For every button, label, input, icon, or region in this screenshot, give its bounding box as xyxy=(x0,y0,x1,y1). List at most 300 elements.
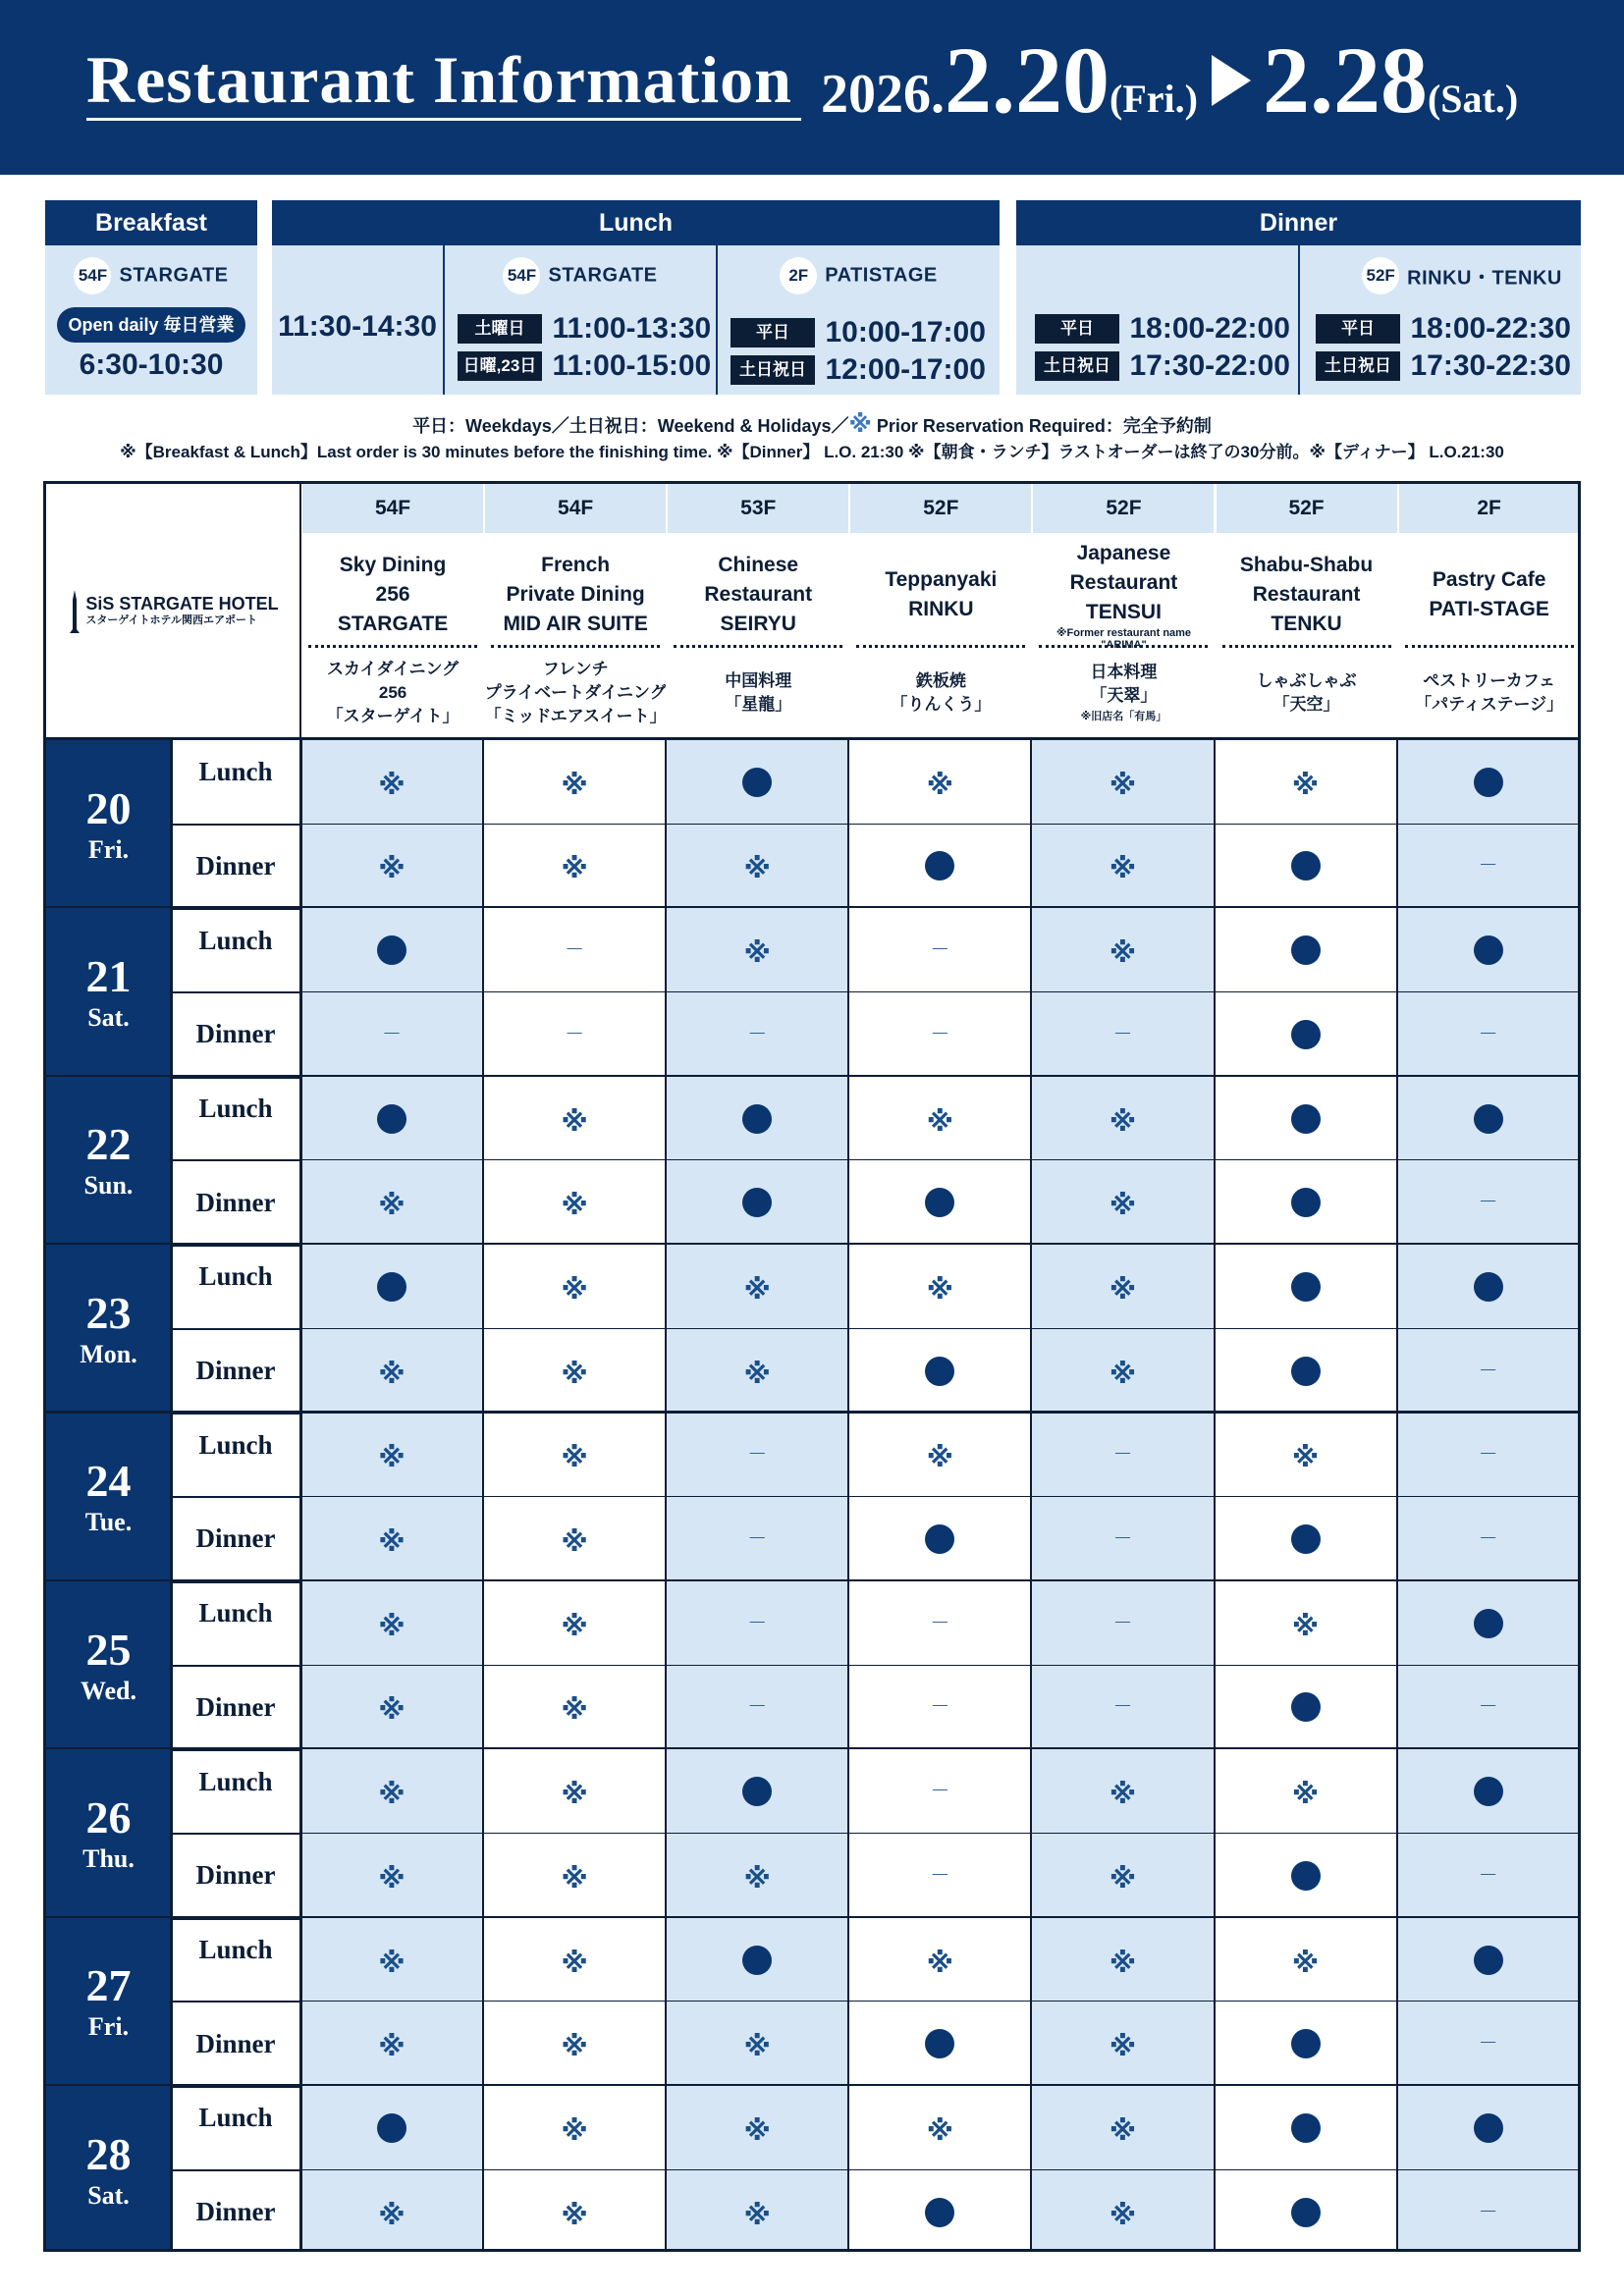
meal-label: Lunch xyxy=(198,1598,273,1629)
open-dot-icon xyxy=(1291,2113,1321,2143)
reservation-icon: ※ xyxy=(1109,937,1137,969)
name-line-ja: 「天空」 xyxy=(1272,695,1340,714)
reservation-icon: ※ xyxy=(926,1947,953,1978)
open-dot-icon xyxy=(1474,1272,1503,1302)
reservation-icon: ※ xyxy=(926,769,953,800)
availability-cell xyxy=(666,740,848,825)
restaurant-name-en xyxy=(668,541,848,649)
availability-cell xyxy=(1397,1414,1580,1498)
availability-cell xyxy=(300,1497,483,1581)
availability-cell xyxy=(1397,740,1580,825)
availability-cell xyxy=(1215,1666,1397,1750)
time-row xyxy=(458,312,711,346)
open-dot-icon xyxy=(925,851,954,881)
open-dot-icon xyxy=(1291,2029,1321,2058)
name-line: TENSUI xyxy=(1085,601,1162,623)
availability-cell xyxy=(666,1749,848,1834)
time-row xyxy=(1316,349,1571,383)
day-number: 25 xyxy=(85,1624,132,1675)
availability-cell xyxy=(1397,1581,1580,1666)
reservation-icon: ※ xyxy=(378,853,406,884)
name-line-ja: しゃぶしゃぶ xyxy=(1256,671,1357,690)
open-dot-icon xyxy=(925,1188,954,1217)
reservation-icon: ※ xyxy=(561,1273,588,1305)
availability-cell xyxy=(1031,1581,1214,1666)
availability-cell xyxy=(848,2170,1031,2252)
restaurant-name-ja xyxy=(850,651,1031,735)
legend-tail: Prior Reservation Required：完全予約制 xyxy=(871,416,1212,436)
availability-cell xyxy=(1397,1918,1580,2002)
reservation-icon: ※ xyxy=(378,1358,406,1389)
availability-cell xyxy=(1215,1414,1397,1498)
availability-cell xyxy=(848,740,1031,825)
open-dot-icon xyxy=(1474,2113,1503,2143)
availability-cell xyxy=(1397,1245,1580,1329)
time-row xyxy=(731,353,986,387)
availability-cell xyxy=(483,740,666,825)
availability-cell xyxy=(1031,1245,1214,1329)
availability-cell xyxy=(300,2086,483,2170)
name-line: Private Dining xyxy=(506,583,645,606)
availability-cell xyxy=(848,1497,1031,1581)
availability-cell xyxy=(666,1414,848,1498)
name-line-ja: 鉄板焼 xyxy=(915,671,966,690)
dotted-divider xyxy=(1222,645,1391,648)
reservation-icon: ※ xyxy=(743,2114,771,2146)
day-cell xyxy=(46,1414,171,1581)
availability-cell xyxy=(848,2086,1031,2170)
meal-label: Dinner xyxy=(195,1356,276,1386)
time-row xyxy=(1035,349,1290,383)
availability-cell xyxy=(300,740,483,825)
day-of-week: Fri. xyxy=(87,834,130,864)
open-dot-icon xyxy=(377,935,406,965)
availability-cell xyxy=(483,1329,666,1414)
availability-cell xyxy=(1397,1160,1580,1245)
closed-dash: － xyxy=(1478,1444,1498,1467)
meal-label: Lunch xyxy=(198,757,273,787)
meal-label: Dinner xyxy=(195,2028,276,2058)
tower-icon xyxy=(68,590,78,631)
time-row xyxy=(458,349,711,383)
availability-cell xyxy=(1215,740,1397,825)
name-line-ja: 中国料理 xyxy=(725,671,792,690)
floor-badge: 52F xyxy=(1362,257,1399,294)
last-order-note: ※【Breakfast & Lunch】Last order is 30 minutes before the finishing time. ※【Dinner】 L.O. 21:30 ※【朝食・ランチ】ラストオーダーは終了の30分前。※【ディナー】 L.O.21:30 xyxy=(120,443,1504,461)
availability-cell xyxy=(666,992,848,1077)
reservation-icon: ※ xyxy=(1109,1358,1137,1389)
availability-cell xyxy=(666,1666,848,1750)
restaurant-floor: 52F xyxy=(1217,484,1397,533)
availability-cell xyxy=(483,1077,666,1161)
restaurant-floor: 54F xyxy=(302,484,483,533)
reservation-icon: ※ xyxy=(378,769,406,800)
reservation-icon: ※ xyxy=(743,1358,771,1389)
reservation-icon: ※ xyxy=(561,769,588,800)
day-cell xyxy=(46,740,171,908)
open-dot-icon xyxy=(742,1777,772,1806)
availability-cell xyxy=(300,2002,483,2086)
closed-dash: － xyxy=(1478,1023,1498,1045)
name-line-ja: 日本料理 xyxy=(1090,663,1158,681)
open-dot-icon xyxy=(377,1272,406,1302)
availability-cell xyxy=(666,825,848,909)
availability-cell xyxy=(848,1749,1031,1834)
page-title: Restaurant Information xyxy=(86,42,792,117)
open-dot-icon xyxy=(925,1524,954,1554)
restaurant-name-ja xyxy=(1399,651,1580,735)
column-rule xyxy=(482,740,484,2249)
availability-cell xyxy=(848,1666,1031,1750)
name-line-ja: 「りんくう」 xyxy=(891,695,992,714)
restaurant-header xyxy=(848,484,1031,737)
day-tag: 土日祝日 xyxy=(1316,351,1400,381)
lunch-general-time-row xyxy=(272,310,443,344)
availability-cell xyxy=(1215,992,1397,1077)
name-line: Restaurant xyxy=(1252,583,1361,606)
restaurant-header xyxy=(666,484,848,737)
availability-cell xyxy=(1215,1918,1397,2002)
closed-dash: － xyxy=(747,1696,768,1719)
day-number: 24 xyxy=(85,1456,132,1507)
reservation-icon: ※ xyxy=(561,1358,588,1389)
closed-dash: － xyxy=(1112,1527,1133,1550)
closed-dash: － xyxy=(1112,1612,1133,1634)
availability-cell xyxy=(848,1414,1031,1498)
reservation-icon: ※ xyxy=(1291,1442,1320,1473)
closed-dash: － xyxy=(747,1527,768,1550)
lunch-venue-patistage xyxy=(718,257,1000,294)
hotel-name: SiS STARGATE HOTEL xyxy=(85,594,279,614)
open-dot-icon xyxy=(1291,935,1321,965)
date-end-dow: (Sat.) xyxy=(1427,77,1519,121)
availability-cell xyxy=(1031,1414,1214,1498)
closed-dash: － xyxy=(1478,1360,1498,1382)
availability-cell xyxy=(483,1160,666,1245)
availability-cell xyxy=(666,2086,848,2170)
availability-cell xyxy=(1215,1329,1397,1414)
reservation-icon: ※ xyxy=(561,1105,588,1137)
availability-cell xyxy=(1031,1918,1214,2002)
availability-cell xyxy=(1215,908,1397,992)
day-number: 26 xyxy=(85,1791,132,1842)
open-dot-icon xyxy=(1474,768,1503,797)
column-rule xyxy=(1396,740,1398,2249)
dinner-heading: Dinner xyxy=(1016,200,1581,245)
floor-badge: 54F xyxy=(74,257,111,294)
reservation-icon: ※ xyxy=(378,2199,406,2230)
day-number: 23 xyxy=(85,1287,132,1338)
availability-cell xyxy=(1397,2002,1580,2086)
name-line: SEIRYU xyxy=(720,613,796,635)
availability-cell xyxy=(300,1160,483,1245)
closed-dash: － xyxy=(930,1781,950,1803)
day-of-week: Sat. xyxy=(87,1002,130,1032)
name-line: Chinese xyxy=(718,554,799,576)
closed-dash: － xyxy=(565,1023,585,1045)
time-row xyxy=(1035,312,1290,346)
date-start: 2.20 xyxy=(945,27,1110,133)
availability-cell xyxy=(1397,1077,1580,1161)
availability-cell xyxy=(1031,2170,1214,2252)
availability-cell xyxy=(1215,2002,1397,2086)
restaurant-name-en xyxy=(302,541,483,649)
day-of-week: Tue. xyxy=(84,1508,133,1537)
restaurant-name-ja xyxy=(302,651,483,735)
closed-dash: － xyxy=(930,1612,950,1634)
reservation-icon: ※ xyxy=(561,1190,588,1221)
closed-dash: － xyxy=(1112,1023,1133,1045)
availability-cell xyxy=(1215,1749,1397,1834)
availability-cell xyxy=(300,1834,483,1918)
availability-cell xyxy=(848,2002,1031,2086)
availability-cell xyxy=(1215,1581,1397,1666)
availability-cell xyxy=(483,2086,666,2170)
lunch-general-time: 11:30-14:30 xyxy=(278,310,437,343)
availability-cell xyxy=(300,1581,483,1666)
title-underline xyxy=(86,118,801,121)
closed-dash: － xyxy=(1478,1192,1498,1214)
availability-cell xyxy=(848,992,1031,1077)
name-line: MID AIR SUITE xyxy=(503,613,648,635)
availability-cell xyxy=(483,992,666,1077)
meal-label: Dinner xyxy=(195,1523,276,1554)
open-dot-icon xyxy=(1291,1020,1321,1049)
availability-cell xyxy=(1031,740,1214,825)
availability-cell xyxy=(483,1749,666,1834)
day-cell xyxy=(46,1749,171,1917)
closed-dash: － xyxy=(930,1023,950,1045)
reservation-icon: ※ xyxy=(1291,1947,1320,1978)
name-line-ja: スカイダイニング xyxy=(326,660,460,678)
meal-label: Dinner xyxy=(195,1019,276,1049)
day-tag: 平日 xyxy=(1316,314,1400,344)
restaurant-name-en xyxy=(850,541,1031,649)
former-name-note: "ARIMA" xyxy=(1101,639,1147,651)
day-number: 27 xyxy=(85,1960,132,2011)
availability-cell xyxy=(1215,1077,1397,1161)
day-cell xyxy=(46,1918,171,2086)
reservation-icon: ※ xyxy=(561,1779,588,1810)
name-line-ja: 256 xyxy=(378,683,407,702)
day-of-week: Mon. xyxy=(80,1339,137,1368)
floor-badge: 54F xyxy=(503,257,540,294)
availability-cell xyxy=(1031,1834,1214,1918)
meal-label: Lunch xyxy=(198,1094,273,1124)
name-line: PATI-STAGE xyxy=(1429,598,1549,620)
reservation-icon: ※ xyxy=(378,1694,406,1726)
column-rule xyxy=(665,740,667,2249)
availability-cell xyxy=(666,1077,848,1161)
day-cell xyxy=(46,908,171,1076)
closed-dash: － xyxy=(1478,1696,1498,1719)
availability-cell xyxy=(1031,1666,1214,1750)
restaurant-floor: 53F xyxy=(668,484,848,533)
legend-note xyxy=(0,410,1624,439)
availability-cell xyxy=(1397,1834,1580,1918)
availability-cell xyxy=(1031,1329,1214,1414)
time-row xyxy=(731,316,986,349)
reservation-icon: ※ xyxy=(743,2199,771,2230)
day-number: 21 xyxy=(85,950,132,1001)
reservation-icon: ※ xyxy=(926,2114,953,2146)
open-dot-icon xyxy=(925,2029,954,2058)
availability-cell xyxy=(1031,1497,1214,1581)
legend-text: 平日：Weekdays／土日祝日：Weekend & Holidays／ xyxy=(412,416,849,436)
availability-cell xyxy=(666,2002,848,2086)
reservation-icon: ※ xyxy=(926,1442,953,1473)
reservation-icon: ※ xyxy=(378,1442,406,1473)
time-range: 11:00-13:30 xyxy=(552,312,712,345)
availability-cell xyxy=(666,1581,848,1666)
page-header xyxy=(0,0,1624,175)
open-dot-icon xyxy=(1291,1272,1321,1302)
reservation-icon: ※ xyxy=(1291,1779,1320,1810)
reservation-icon: ※ xyxy=(1109,1947,1137,1978)
availability-cell xyxy=(300,1414,483,1498)
time-range: 11:00-15:00 xyxy=(552,349,712,382)
availability-cell xyxy=(1031,992,1214,1077)
availability-cell xyxy=(483,1666,666,1750)
closed-dash: － xyxy=(565,939,585,962)
availability-cell xyxy=(1215,825,1397,909)
venue-name: RINKU・TENKU xyxy=(1407,267,1562,290)
availability-cell xyxy=(1397,825,1580,909)
column-rule xyxy=(1214,740,1216,2249)
reservation-icon: ※ xyxy=(743,1273,771,1305)
open-dot-icon xyxy=(1291,1692,1321,1722)
day-tag: 平日 xyxy=(1035,314,1119,344)
closed-dash: － xyxy=(747,1023,768,1045)
date-range xyxy=(821,27,1519,133)
reservation-icon: ※ xyxy=(1109,1105,1137,1137)
availability-cell xyxy=(1031,1077,1214,1161)
availability-cell xyxy=(300,1918,483,2002)
closed-dash: － xyxy=(930,1864,950,1887)
breakfast-venue xyxy=(45,257,257,294)
meal-label: Lunch xyxy=(198,925,273,955)
reservation-icon: ※ xyxy=(743,1862,771,1894)
availability-table xyxy=(43,481,1581,2252)
breakfast-time-row xyxy=(45,348,257,382)
column-rule xyxy=(299,740,302,2249)
availability-cell xyxy=(666,1497,848,1581)
reservation-icon: ※ xyxy=(378,1525,406,1557)
hotel-logo xyxy=(46,484,300,737)
name-line: 256 xyxy=(375,583,410,606)
availability-cell xyxy=(1397,1497,1580,1581)
day-number: 22 xyxy=(85,1119,132,1170)
name-line: Pastry Cafe xyxy=(1432,568,1546,591)
availability-cell xyxy=(300,1666,483,1750)
former-name-note: ※Former restaurant name xyxy=(1056,627,1192,639)
availability-cell xyxy=(848,1160,1031,1245)
availability-cell xyxy=(1397,2170,1580,2252)
restaurant-name-en xyxy=(1033,541,1214,649)
availability-cell xyxy=(300,1329,483,1414)
reservation-icon: ※ xyxy=(561,2031,588,2062)
dinner-venue-rinku-tenku xyxy=(1300,257,1581,294)
open-dot-icon xyxy=(1474,1104,1503,1134)
date-end: 2.28 xyxy=(1262,27,1428,133)
time-range: 12:00-17:00 xyxy=(825,353,986,386)
reservation-icon: ※ xyxy=(1291,769,1320,800)
day-of-week: Sat. xyxy=(87,2180,130,2210)
dotted-divider xyxy=(308,645,477,648)
availability-cell xyxy=(1215,2086,1397,2170)
open-dot-icon xyxy=(925,2198,954,2227)
day-of-week: Thu. xyxy=(82,1843,135,1873)
dotted-divider xyxy=(491,645,660,648)
column-rule xyxy=(299,484,301,737)
reservation-icon: ※ xyxy=(561,1694,588,1726)
day-tag: 平日 xyxy=(731,318,815,347)
time-range: 18:00-22:30 xyxy=(1410,312,1571,345)
reservation-icon: ※ xyxy=(561,1947,588,1978)
name-line: Restaurant xyxy=(1069,571,1178,594)
availability-cell xyxy=(300,992,483,1077)
time-range: 10:00-17:00 xyxy=(825,316,986,348)
availability-cell xyxy=(848,1329,1031,1414)
open-dot-icon xyxy=(1291,2198,1321,2227)
reservation-icon: ※ xyxy=(1109,1273,1137,1305)
day-number: 20 xyxy=(85,782,132,833)
reservation-icon: ※ xyxy=(743,853,771,884)
reservation-icon: ※ xyxy=(1291,1610,1320,1641)
reservation-icon: ※ xyxy=(1109,1190,1137,1221)
meal-label: Lunch xyxy=(198,1766,273,1796)
open-dot-icon xyxy=(925,1357,954,1386)
open-dot-icon xyxy=(1474,935,1503,965)
availability-cell xyxy=(483,1414,666,1498)
name-line-ja: ペストリーカフェ xyxy=(1423,671,1556,690)
restaurant-header xyxy=(1215,484,1397,737)
reservation-icon: ※ xyxy=(378,1190,406,1221)
reservation-icon: ※ xyxy=(561,2199,588,2230)
name-line-ja: 「天翠」 xyxy=(1090,686,1158,705)
closed-dash: － xyxy=(1478,2201,1498,2223)
day-cell xyxy=(46,1245,171,1413)
meal-label: Dinner xyxy=(195,850,276,881)
open-dot-icon xyxy=(377,2113,406,2143)
closed-dash: － xyxy=(930,1696,950,1719)
lunch-heading: Lunch xyxy=(272,200,1000,245)
reservation-icon: ※ xyxy=(561,1610,588,1641)
column-rule xyxy=(1030,740,1032,2249)
availability-cell xyxy=(483,2170,666,2252)
open-daily-badge: Open daily 毎日営業 xyxy=(57,307,245,343)
reservation-icon: ※ xyxy=(1109,853,1137,884)
restaurant-floor: 54F xyxy=(485,484,666,533)
availability-cell xyxy=(1031,1160,1214,1245)
restaurant-name-en xyxy=(1217,541,1397,649)
reservation-icon: ※ xyxy=(1109,2031,1137,2062)
open-dot-icon xyxy=(1291,1188,1321,1217)
open-dot-icon xyxy=(742,1188,772,1217)
reservation-icon: ※ xyxy=(378,1610,406,1641)
name-line-ja: フレンチ xyxy=(542,660,609,678)
meal-label: Dinner xyxy=(195,1860,276,1891)
availability-cell xyxy=(1397,1329,1580,1414)
closed-dash: － xyxy=(1478,2033,1498,2056)
open-dot-icon xyxy=(1291,1357,1321,1386)
availability-cell xyxy=(1031,825,1214,909)
availability-cell xyxy=(1031,908,1214,992)
meal-label: Lunch xyxy=(198,1935,273,1965)
closed-dash: － xyxy=(1478,1527,1498,1550)
venue-name: STARGATE xyxy=(548,264,658,287)
closed-dash: － xyxy=(1478,855,1498,878)
